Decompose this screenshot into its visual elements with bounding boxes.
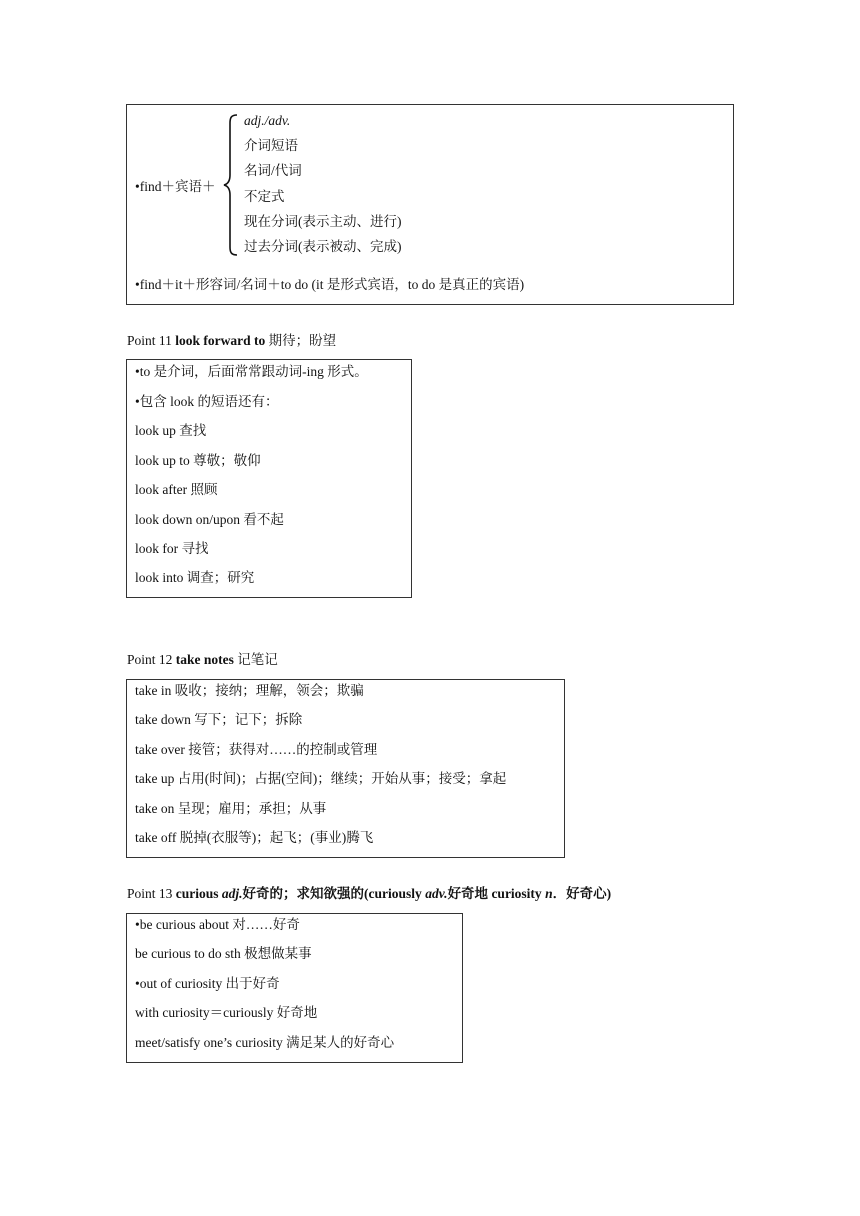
- curly-brace-icon: [223, 113, 239, 257]
- point13-related1-pos: adv.: [425, 886, 448, 901]
- point12-heading: [127, 651, 278, 669]
- point13-line: •be curious about 对……好奇: [135, 917, 300, 932]
- point11-line: look after 照顾: [135, 482, 218, 497]
- point13-related2: curiosity: [491, 886, 542, 901]
- point11-line: look down on/upon 看不起: [135, 512, 284, 527]
- point11-line: look up 查找: [135, 423, 207, 438]
- point11-phrase: look forward to: [175, 333, 266, 348]
- find-option-present-participle: 现在分词(表示主动、进行): [244, 214, 402, 229]
- point13-line: be curious to do sth 极想做某事: [135, 946, 312, 961]
- point13-related1: curiously: [368, 886, 422, 901]
- point11-prefix: Point 11: [127, 333, 176, 348]
- point13-box: [126, 913, 463, 1063]
- point12-meaning: 记笔记: [233, 652, 278, 667]
- point13-pos: adj.: [221, 886, 243, 901]
- point13-meaning: 好奇的；求知欲强的(: [242, 886, 369, 901]
- point13-related2-meaning: ．好奇心): [552, 886, 612, 901]
- point13-word: curious: [175, 886, 219, 901]
- point12-line: take in 吸收；接纳；理解，领会；欺骗: [135, 683, 364, 698]
- point12-phrase: take notes: [175, 652, 234, 667]
- point13-line: with curiosity＝curiously 好奇地: [135, 1005, 318, 1020]
- point13-related2-pos: n: [545, 886, 553, 901]
- find-main-prefix: •find＋宾语＋: [135, 179, 216, 194]
- point11-line: look for 寻找: [135, 541, 209, 556]
- point13-heading: [127, 885, 611, 903]
- point11-meaning: 期待；盼望: [265, 333, 337, 348]
- point13-prefix: Point 13: [127, 886, 176, 901]
- find-option-infinitive: 不定式: [244, 189, 285, 204]
- point12-line: take over 接管；获得对……的控制或管理: [135, 742, 378, 757]
- point11-heading: [127, 332, 336, 350]
- find-option-noun-pronoun: 名词/代词: [244, 163, 302, 178]
- find-it-structure: •find＋it＋形容词/名词＋to do (it 是形式宾语，to do 是真正的宾语): [135, 277, 525, 292]
- point11-line: •包含 look 的短语还有：: [135, 394, 279, 409]
- find-usage-box: [126, 104, 734, 305]
- point13-line: meet/satisfy one’s curiosity 满足某人的好奇心: [135, 1035, 395, 1050]
- point12-line: take down 写下；记下；拆除: [135, 712, 303, 727]
- point12-line: take off 脱掉(衣服等)；起飞；(事业)腾飞: [135, 830, 374, 845]
- point11-box: [126, 359, 412, 598]
- point12-prefix: Point 12: [127, 652, 176, 667]
- point13-line: •out of curiosity 出于好奇: [135, 976, 280, 991]
- point11-line: look into 调查；研究: [135, 570, 255, 585]
- find-option-adj-adv: adj./adv.: [244, 113, 291, 128]
- find-option-prep-phrase: 介词短语: [244, 138, 298, 153]
- point12-box: [126, 679, 565, 858]
- point12-line: take up 占用(时间)；占据(空间)；继续；开始从事；接受；拿起: [135, 771, 507, 786]
- point11-line: •to 是介词，后面常常跟动词-ing 形式。: [135, 364, 368, 379]
- find-option-past-participle: 过去分词(表示被动、完成): [244, 239, 402, 254]
- point12-line: take on 呈现；雇用；承担；从事: [135, 801, 327, 816]
- point11-line: look up to 尊敬；敬仰: [135, 453, 261, 468]
- point13-related1-meaning: 好奇地: [447, 886, 492, 901]
